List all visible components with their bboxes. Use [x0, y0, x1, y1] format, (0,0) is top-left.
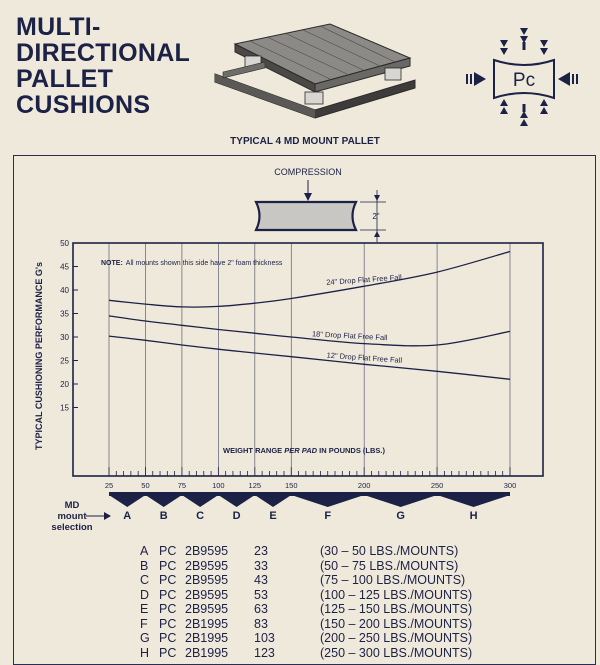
y-axis [60, 239, 78, 413]
logo-text: Pc [513, 70, 535, 91]
mount-prefix: PC [159, 588, 176, 603]
y-tick-label: 20 [60, 380, 69, 389]
title-line-3: PALLET [16, 66, 190, 92]
chart-note [101, 260, 283, 267]
y-tick-label: 45 [60, 263, 69, 272]
mount-prefix: PC [159, 646, 176, 661]
series-lines [109, 251, 510, 379]
mount-model: 2B9595 [185, 602, 228, 617]
x-tick-label: 150 [285, 481, 298, 490]
mount-prefix: PC [159, 631, 176, 646]
mount-number: 83 [254, 617, 268, 632]
x-tick-label: 100 [212, 481, 225, 490]
selection-triangle [182, 495, 218, 507]
x-axis-label-part-1: WEIGHT RANGE [223, 446, 284, 455]
mount-row [140, 646, 480, 661]
compression-arrow-head [304, 193, 312, 201]
mount-row [140, 559, 480, 574]
x-axis-label-part-2: PER PAD [284, 446, 317, 455]
mount-selection-band [109, 492, 510, 522]
title-line-4: CUSHIONS [16, 92, 190, 118]
note-label: NOTE: [101, 260, 123, 267]
selection-letter: E [269, 510, 276, 522]
series-line [109, 316, 510, 346]
y-tick-label: 30 [60, 333, 69, 342]
mount-model: 2B9595 [185, 559, 228, 574]
mount-range: (75 – 100 LBS./MOUNTS) [320, 573, 465, 588]
mount-letter: C [140, 573, 149, 588]
y-axis-label: TYPICAL CUSHIONING PERFORMANCE G's [34, 262, 44, 450]
x-tick-label: 50 [141, 481, 149, 490]
mount-model: 2B1995 [185, 617, 228, 632]
mount-model: 2B9595 [185, 544, 228, 559]
thickness-label: 2" [372, 212, 379, 221]
selection-triangle [218, 495, 254, 507]
title-line-2: DIRECTIONAL [16, 40, 190, 66]
mount-prefix: PC [159, 573, 176, 588]
mount-number: 103 [254, 631, 275, 646]
mount-letter: D [140, 588, 149, 603]
mount-model: 2B9595 [185, 588, 228, 603]
mount-model: 2B1995 [185, 646, 228, 661]
mount-model: 2B1995 [185, 631, 228, 646]
plot-grid [109, 243, 510, 476]
mount-number: 43 [254, 573, 268, 588]
selection-triangle [437, 495, 510, 507]
mount-range: (200 – 250 LBS./MOUNTS) [320, 631, 472, 646]
series-label: 24" Drop Flat Free Fall [326, 273, 402, 287]
x-axis-label [223, 446, 385, 455]
x-tick-label: 250 [431, 481, 444, 490]
mount-prefix: PC [159, 617, 176, 632]
selection-letter: D [233, 510, 241, 522]
mount-row [140, 573, 480, 588]
y-tick-label: 15 [60, 404, 69, 413]
x-tick-label: 300 [504, 481, 517, 490]
selection-letter: H [470, 510, 478, 522]
selection-letter: C [196, 510, 204, 522]
selection-triangle [255, 495, 291, 507]
selection-letter: F [324, 510, 331, 522]
mount-letter: E [140, 602, 148, 617]
x-tick-label: 75 [178, 481, 186, 490]
selection-triangle [291, 495, 364, 507]
mount-row [140, 617, 480, 632]
note-text: All mounts shown this side have 2" foam thickness [126, 260, 283, 267]
y-tick-label: 25 [60, 357, 69, 366]
mount-prefix: PC [159, 602, 176, 617]
selection-label-line-3: selection [51, 522, 92, 533]
x-tick-label: 125 [249, 481, 262, 490]
selection-label-line-1: MD [65, 500, 80, 511]
mount-number: 33 [254, 559, 268, 574]
x-axis [105, 467, 516, 490]
plot-frame [73, 243, 543, 476]
foam-cushion-profile [256, 202, 356, 230]
mount-range: (50 – 75 LBS./MOUNTS) [320, 559, 458, 574]
mount-letter: F [140, 617, 148, 632]
x-tick-label: 200 [358, 481, 371, 490]
mount-row [140, 631, 480, 646]
mount-letter: G [140, 631, 150, 646]
mount-range: (150 – 200 LBS./MOUNTS) [320, 617, 472, 632]
pallet-caption: TYPICAL 4 MD MOUNT PALLET [0, 136, 600, 147]
title-line-1: MULTI- [16, 14, 190, 40]
mount-letter: B [140, 559, 148, 574]
mount-model: 2B9595 [185, 573, 228, 588]
selection-triangle [109, 495, 145, 507]
selection-label-line-2: mount [57, 511, 87, 522]
mount-number: 63 [254, 602, 268, 617]
mount-number: 23 [254, 544, 268, 559]
mount-range: (125 – 150 LBS./MOUNTS) [320, 602, 472, 617]
compression-label: COMPRESSION [274, 167, 342, 177]
mount-row [140, 588, 480, 603]
mount-number: 53 [254, 588, 268, 603]
mount-row [140, 544, 480, 559]
mount-range: (100 – 125 LBS./MOUNTS) [320, 588, 472, 603]
mount-range: (250 – 300 LBS./MOUNTS) [320, 646, 472, 661]
selection-triangle [145, 495, 181, 507]
x-axis-label-part-3: IN POUNDS (LBS.) [317, 446, 385, 455]
series-label: 18" Drop Flat Free Fall [312, 329, 388, 342]
mount-list [140, 544, 480, 660]
selection-letter: G [396, 510, 405, 522]
selection-triangle [364, 495, 437, 507]
compression-diagram [256, 167, 386, 242]
selection-pointer-head [104, 512, 111, 520]
series-line [109, 336, 510, 379]
mount-range: (30 – 50 LBS./MOUNTS) [320, 544, 458, 559]
selection-letter: A [123, 510, 131, 522]
mount-letter: H [140, 646, 149, 661]
mount-prefix: PC [159, 559, 176, 574]
selection-letter: B [160, 510, 168, 522]
y-tick-label: 35 [60, 310, 69, 319]
series-label: 12" Drop Flat Free Fall [326, 351, 402, 365]
mount-row [140, 602, 480, 617]
mount-prefix: PC [159, 544, 176, 559]
y-tick-label: 40 [60, 286, 69, 295]
x-tick-label: 25 [105, 481, 113, 490]
y-tick-label: 50 [60, 239, 69, 248]
mount-letter: A [140, 544, 148, 559]
mount-number: 123 [254, 646, 275, 661]
